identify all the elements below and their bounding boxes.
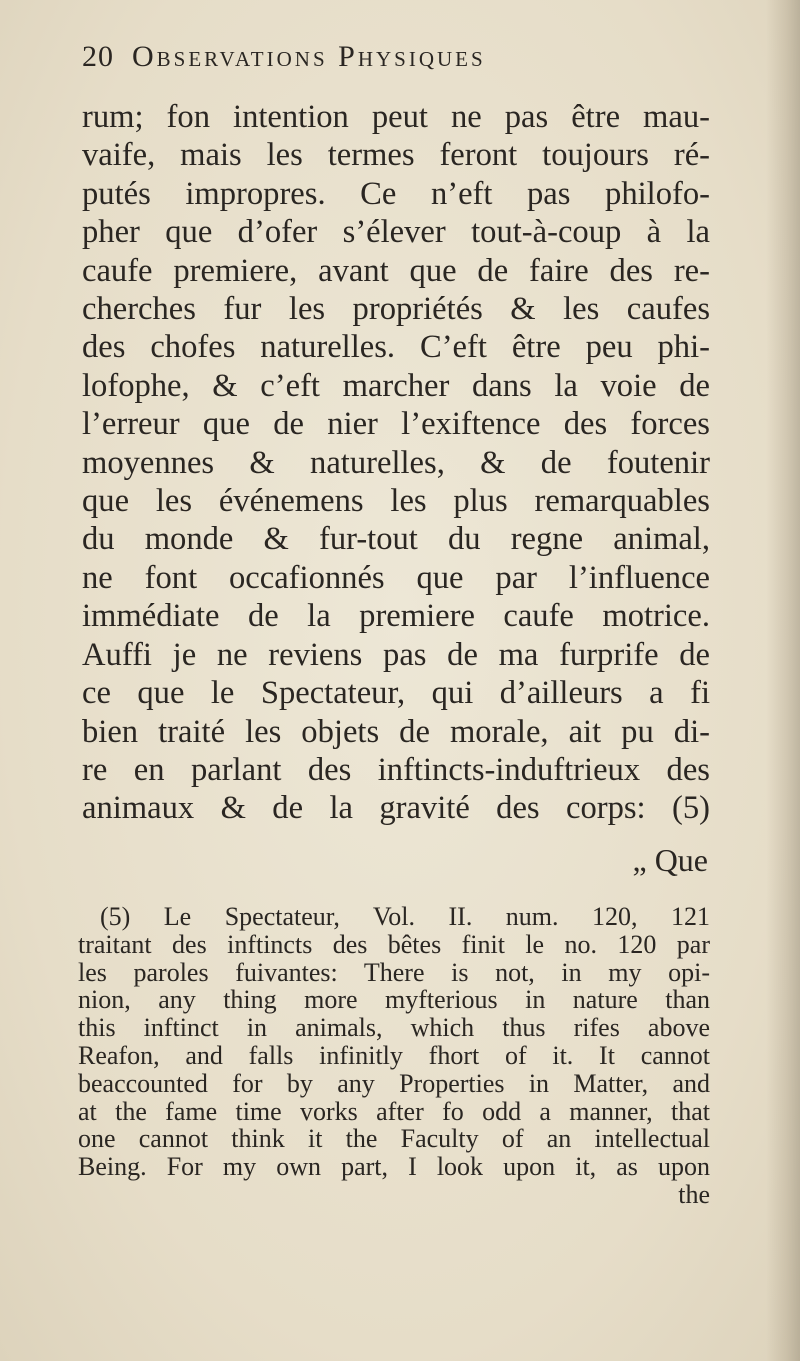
text-line: que les événemens les plus remarquables [82,483,710,520]
page-edge-shadow [766,0,800,1361]
running-title: Observations Physiques [132,40,486,73]
text-line: l’erreur que de nier l’exiftence des forces [82,406,710,443]
footnote-line: Reafon, and falls infinitly fhort of it. It cannot [78,1040,710,1070]
page-header [82,40,722,84]
footnote-line: (5) Le Spectateur, Vol. II. num. 120, 121 [100,902,710,931]
text-line: cherches fur les propriétés & les caufes [82,291,710,328]
text-line: immédiate de la premiere caufe motrice. [82,598,710,635]
footnote-line: this inftinct in animals, which thus rifes above [78,1013,710,1043]
text-line: moyennes & naturelles, & de foutenir [82,444,710,481]
text-line: du monde & fur-tout du regne animal, [82,521,710,558]
text-line: animaux & de la gravité des corps: (5) [82,790,710,827]
text-line: caufe premiere, avant que de faire des re- [82,252,710,289]
catchword: „ Que [632,842,708,878]
footnote-line: Being. For my own part, I look upon it, as upon [78,1152,710,1182]
text-line: ce que le Spectateur, qui d’ailleurs a fi [82,675,710,712]
footnote-catchword: the [678,1179,710,1209]
text-line: bien traité les objets de morale, ait pu di- [82,713,710,750]
page-number: 20 [82,40,114,73]
text-line: re en parlant des inftincts-induftrieux des [82,751,710,788]
footnote-line: les paroles fuivantes: There is not, in my opi- [78,957,710,987]
text-line: des chofes naturelles. C’eft être peu phi- [82,329,710,366]
text-line: putés impropres. Ce n’eft pas philofo- [82,175,710,212]
text-line: Auffi je ne reviens pas de ma furprife de [82,636,710,673]
text-line: ne font occafionnés que par l’influence [82,559,710,596]
text-line: lofophe, & c’eft marcher dans la voie de [82,367,710,404]
footnote-line: at the fame time vorks after fo odd a manner, that [78,1096,710,1126]
footnote [78,903,710,1209]
text-line: rum; fon intention peut ne pas être mau- [82,99,710,135]
footnote-line: nion, any thing more myfterious in nature than [78,985,710,1015]
footnote-line: one cannot think it the Faculty of an intellectual [78,1124,710,1154]
text-line: vaife, mais les termes feront toujours ré- [82,137,710,174]
footnote-line: traitant des inftincts des bêtes finit le no. 120 par [78,929,710,959]
text-line: pher que d’ofer s’élever tout-à-coup à la [82,214,710,251]
main-text [82,98,710,828]
footnote-line: beaccounted for by any Properties in Matter, and [78,1068,710,1098]
